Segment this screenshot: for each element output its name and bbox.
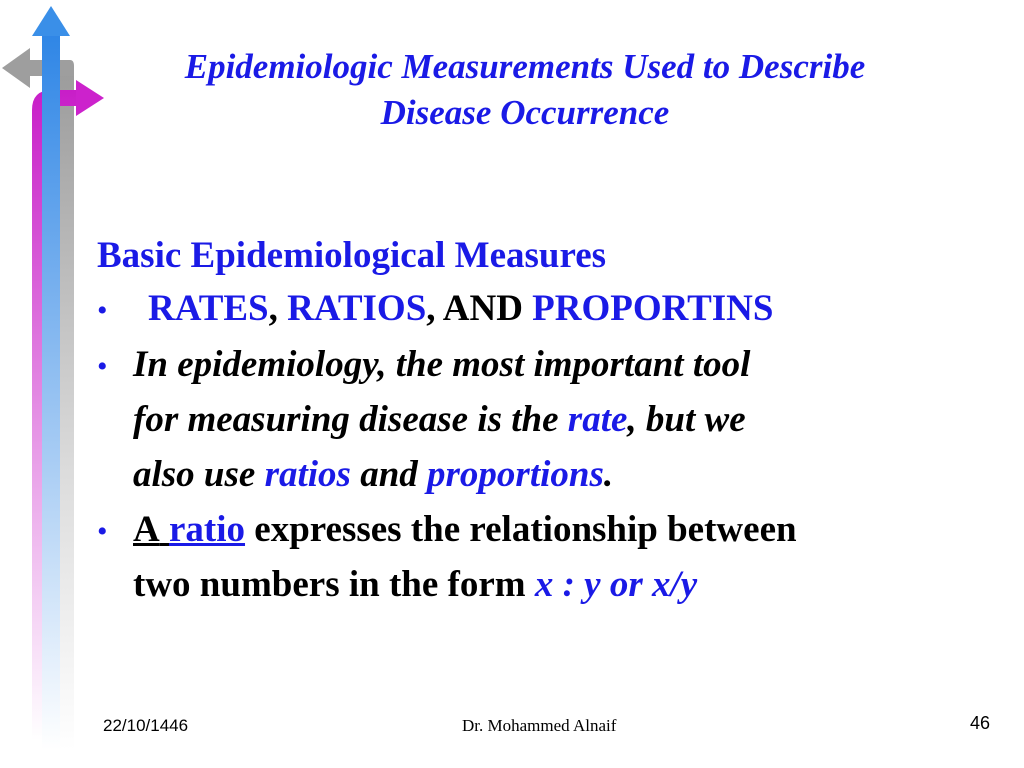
and-word-2: and	[360, 454, 418, 495]
footer-author: Dr. Mohammed Alnaif	[462, 716, 617, 735]
title-line-1: Epidemiologic Measurements Used to Describe	[184, 47, 866, 86]
page-number: 46	[970, 713, 991, 733]
bullet-2-line-2	[133, 398, 746, 441]
comma-2: ,	[426, 288, 436, 329]
rate-term: rate	[567, 399, 628, 440]
section-heading: Basic Epidemiological Measures	[97, 235, 607, 276]
and-word: AND	[442, 288, 523, 329]
bullet-2-line-3-start: also use	[133, 454, 256, 495]
proportions-word: proportions	[427, 454, 604, 495]
bullet-1-text	[148, 287, 773, 330]
proportins-term: PROPORTINS	[532, 288, 774, 329]
bullet-3-line-1-rest: expresses the relationship between	[254, 509, 797, 550]
ratio-formula: x : y or x/y	[534, 564, 698, 605]
title-line-2: Disease Occurrence	[380, 93, 670, 132]
rates-term: RATES	[148, 288, 269, 329]
footer-date: 22/10/1446	[103, 716, 189, 735]
bullet-3-line-1	[133, 508, 797, 551]
bullet-3-line-2	[133, 563, 697, 606]
bullet-2-icon: •	[97, 350, 108, 383]
bullet-3-icon: •	[97, 515, 108, 548]
bullet-1-icon: •	[97, 294, 108, 327]
ratios-term: RATIOS	[287, 288, 427, 329]
comma-1: ,	[268, 288, 278, 329]
ratio-a: A	[133, 509, 160, 550]
bullet-2-line-3	[133, 453, 613, 496]
period: .	[603, 454, 614, 495]
bullet-2-line-1: In epidemiology, the most important tool	[133, 344, 751, 385]
bullet-2-line-2-end: , but we	[627, 399, 746, 440]
ratio-term: ratio	[168, 509, 246, 550]
bullet-3-line-2-text: two numbers in the form	[133, 564, 526, 605]
decorative-arrows	[0, 0, 110, 768]
slide-title	[100, 44, 950, 136]
bullet-2-line-2-start: for measuring disease is the	[133, 399, 559, 440]
ratios-word: ratios	[264, 454, 351, 495]
